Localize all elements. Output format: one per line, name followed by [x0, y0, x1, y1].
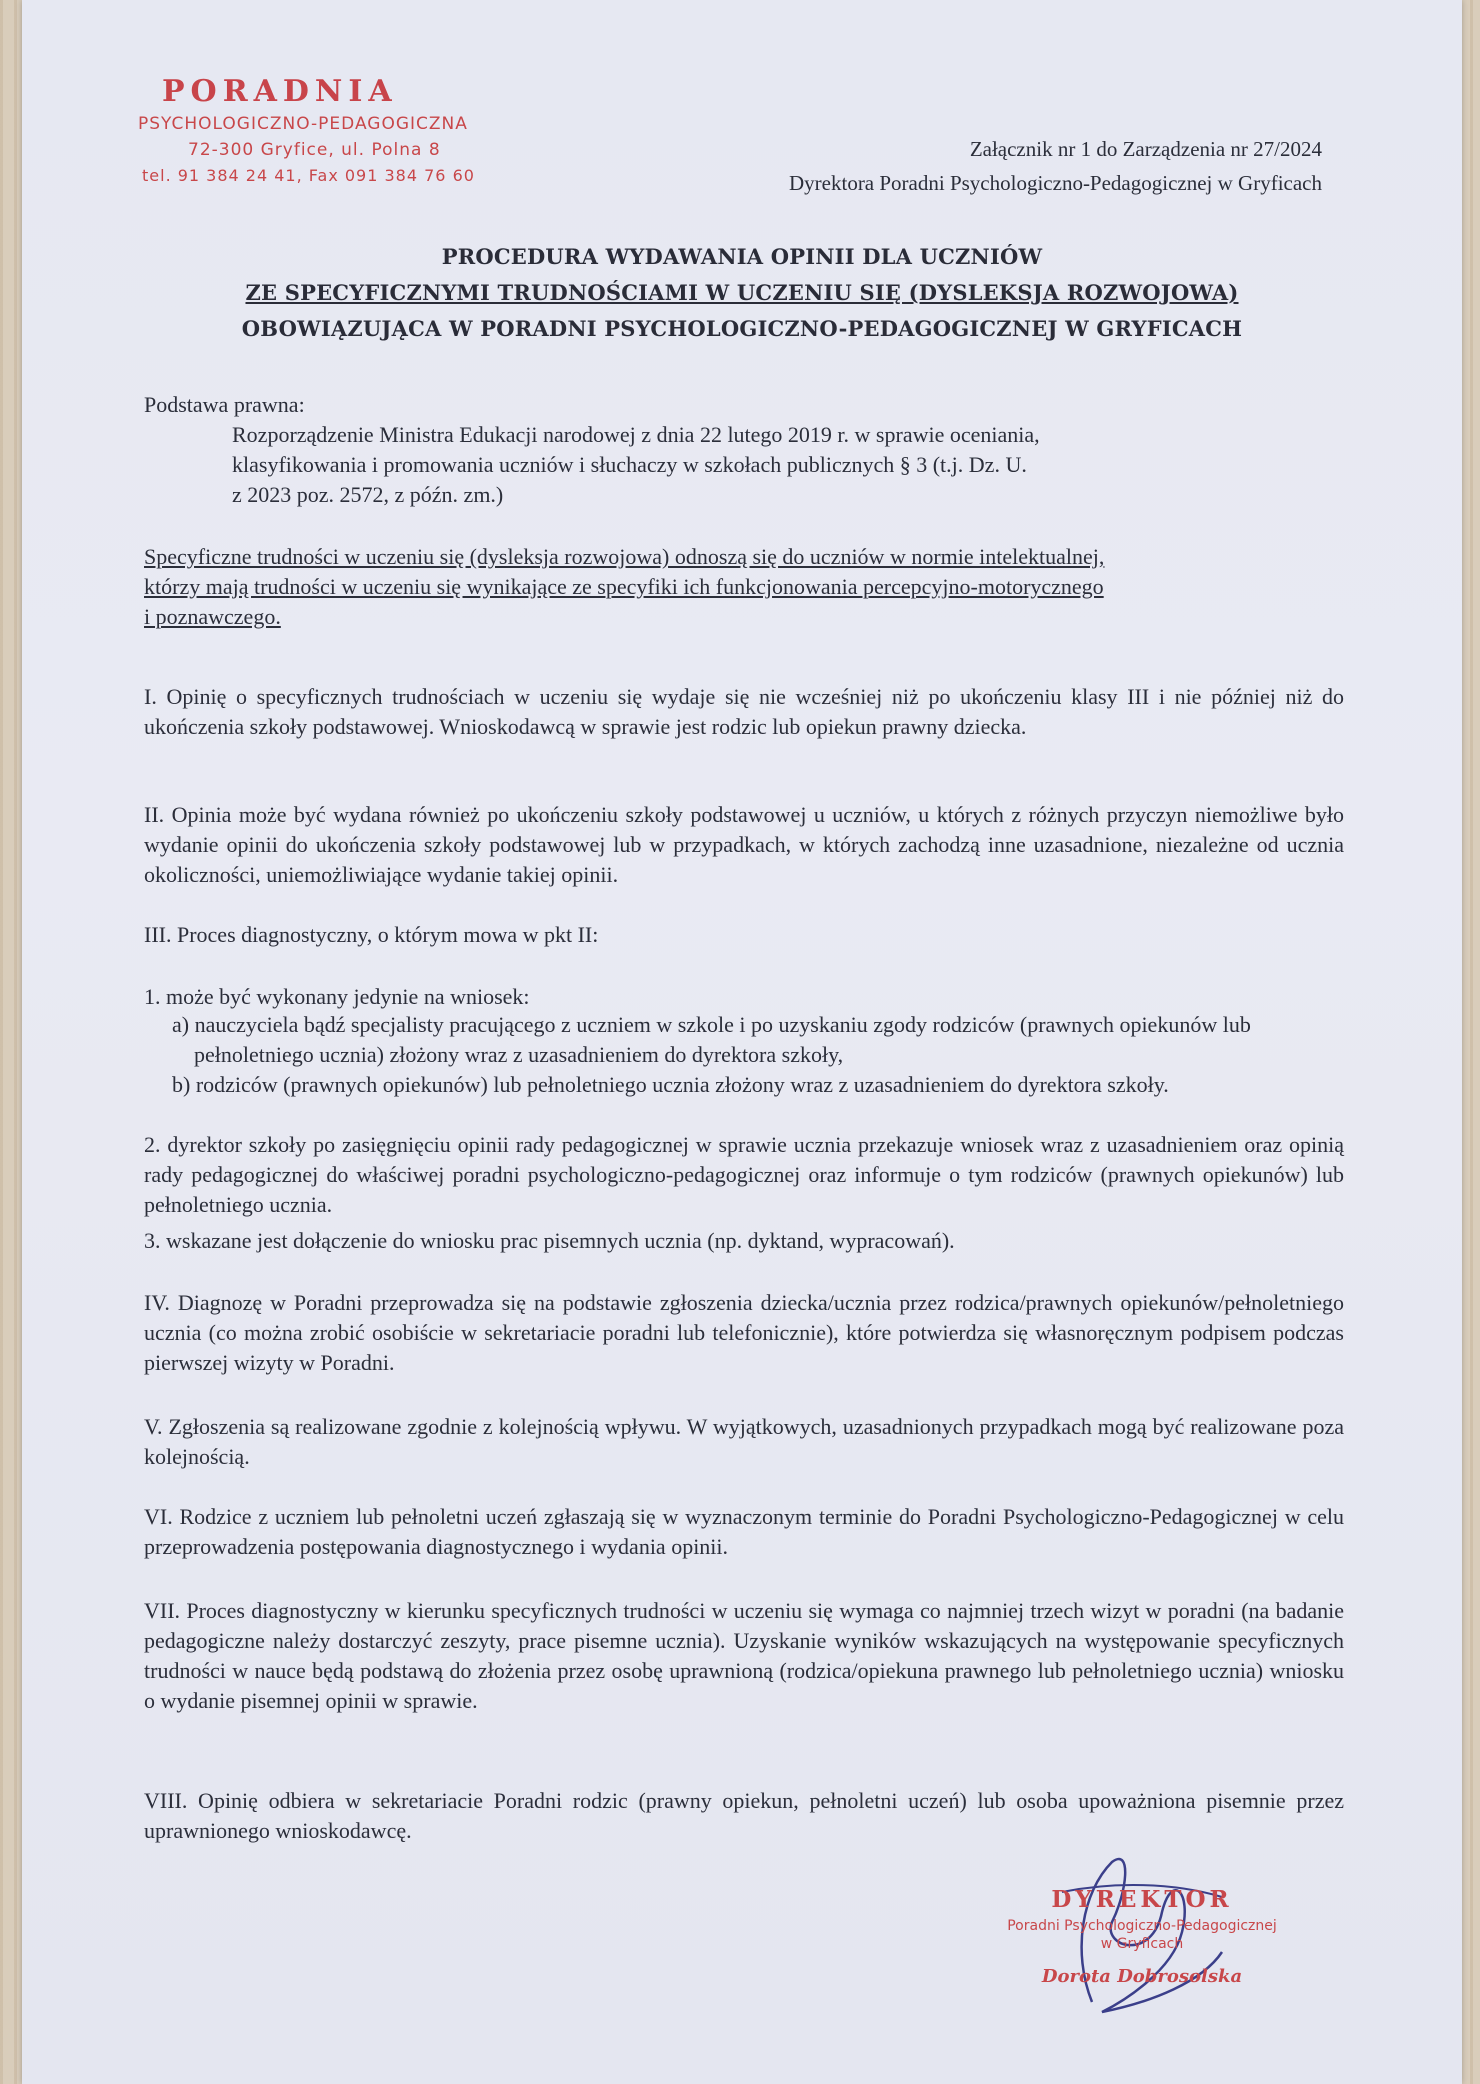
reference-line-1: Załącznik nr 1 do Zarządzenia nr 27/2024 [969, 137, 1322, 161]
stamp-title: PORADNIA [162, 74, 398, 109]
legal-basis-label: Podstawa prawna: [144, 392, 305, 417]
stamp-address: 72-300 Gryfice, ul. Polna 8 [188, 140, 441, 160]
section-3-heading: III. Proces diagnostyczny, o którym mowa w pkt II: [144, 922, 599, 947]
legal-basis-line-1: Rozporządzenie Ministra Edukacji narodowej z dnia 22 lutego 2019 r. w sprawie oceniania, [232, 422, 1040, 447]
section-3-item-2: 2. dyrektor szkoły po zasięgnięciu opinii rady pedagogicznej w sprawie ucznia przekazuje wniosek wraz z uzasadnieniem oraz opinią rady pedagogicznej do właściwej poradni psychologiczno-pedagogicznej oraz informuje o tym rodziców (prawnych opiekunów) lub pełnoletniego ucznia. [144, 1132, 1344, 1217]
definition-line-3: i poznawczego. [144, 604, 281, 629]
section-7: VII. Proces diagnostyczny w kierunku specyficznych trudności w uczeniu się wymaga co najmniej trzech wizyt w poradni (na badanie pedagogiczne należy dostarczyć zeszyty, prace pisemne ucznia). Uzyskanie wyników wskazujących na występowanie specyficznych trudności w nauce będą podstawą do złożenia przez osobę uprawnioną (rodzica/opiekuna prawnego lub pełnoletniego ucznia) wniosku o wydanie pisemnej opinii w sprawie. [144, 1598, 1344, 1713]
section-5: V. Zgłoszenia są realizowane zgodnie z kolejnością wpływu. W wyjątkowych, uzasadnionych przypadkach mogą być realizowane poza kolejnością. [144, 1414, 1344, 1469]
section-3-item-1b: b) rodziców (prawnych opiekunów) lub pełnoletniego ucznia złożony wraz z uzasadnieniem do dyrektora szkoły. [172, 1072, 1169, 1097]
reference-line-2: Dyrektora Poradni Psychologiczno-Pedagogicznej w Gryficach [789, 171, 1322, 195]
section-8: VIII. Opinię odbiera w sekretariacie Poradni rodzic (prawny opiekun, pełnoletni uczeń) lub osoba upoważniona pisemnie przez uprawnionego wnioskodawcę. [144, 1788, 1344, 1843]
legal-basis-line-2: klasyfikowania i promowania uczniów i słuchaczy w szkołach publicznych § 3 (t.j. Dz. U. [232, 452, 1027, 477]
stamp-line-1: PSYCHOLOGICZNO-PEDAGOGICZNA [138, 114, 468, 134]
reference-block [789, 132, 1322, 200]
section-3-item-1a: a) nauczyciela bądź specjalisty pracującego z uczniem w szkole i po uzyskaniu zgody rodziców (prawnych opiekunów lub pełnoletniego ucznia) złożony wraz z uzasadnieniem do dyrektora szkoły, [172, 1012, 1251, 1067]
stamp-phone: tel. 91 384 24 41, Fax 091 384 76 60 [142, 166, 475, 185]
definition-line-1: Specyficzne trudności w uczeniu się (dysleksja rozwojowa) odnoszą się do uczniów w normie intelektualnej, [144, 544, 1105, 569]
document-title-line-3: OBOWIĄZUJĄCA W PORADNI PSYCHOLOGICZNO-PEDAGOGICZNEJ W GRYFICACH [241, 316, 1243, 341]
section-3-item-3: 3. wskazane jest dołączenie do wniosku prac pisemnych ucznia (np. dyktand, wypracowań). [144, 1228, 955, 1253]
document-page [22, 0, 1462, 2084]
document-title-line-2: ZE SPECYFICZNYMI TRUDNOŚCIAMI W UCZENIU SIĘ (DYSLEKSJA ROZWOJOWA) [245, 280, 1239, 305]
section-2: II. Opinia może być wydana również po ukończeniu szkoły podstawowej u uczniów, u których z różnych przyczyn niemożliwe było wydanie opinii do ukończenia szkoły podstawowej lub w przypadkach, w których zachodzą inne uzasadnione, niezależne od ucznia okoliczności, uniemożliwiające wydanie takiej opinii. [144, 802, 1344, 887]
section-4: IV. Diagnozę w Poradni przeprowadza się na podstawie zgłoszenia dziecka/ucznia przez rodzica/prawnych opiekunów/pełnoletniego ucznia (co można zrobić osobiście w sekretariacie poradni lub telefonicznie), które potwierdza się własnoręcznym podpisem podczas pierwszej wizyty w Poradni. [144, 1290, 1344, 1375]
definition-line-2: którzy mają trudności w uczeniu się wynikające ze specyfiki ich funkcjonowania percepcyjno-motorycznego [144, 574, 1104, 599]
signature-title: DYREKTOR [1051, 1886, 1233, 1913]
section-6: VI. Rodzice z uczniem lub pełnoletni uczeń zgłaszają się w wyznaczonym terminie do Poradni Psychologiczno-Pedagogicznej w celu przeprowadzenia postępowania diagnostycznego i wydania opinii. [144, 1504, 1344, 1559]
document-title-line-1: PROCEDURA WYDAWANIA OPINII DLA UCZNIÓW [441, 244, 1043, 269]
section-1: I. Opinię o specyficznych trudnościach w uczeniu się wydaje się nie wcześniej niż po ukończeniu klasy III i nie później niż do ukończenia szkoły podstawowej. Wnioskodawcą w sprawie jest rodzic lub opiekun prawny dziecka. [144, 684, 1344, 739]
legal-basis-line-3: z 2023 poz. 2572, z późn. zm.) [232, 482, 504, 507]
signature-line-1: Poradni Psychologiczno-Pedagogicznej [1007, 1918, 1277, 1934]
signature-line-2: w Gryficach [1100, 1936, 1184, 1952]
signature-name: Dorota Dobrosolska [1041, 1966, 1243, 1987]
section-3-item-1: 1. może być wykonany jedynie na wniosek: [144, 984, 530, 1009]
